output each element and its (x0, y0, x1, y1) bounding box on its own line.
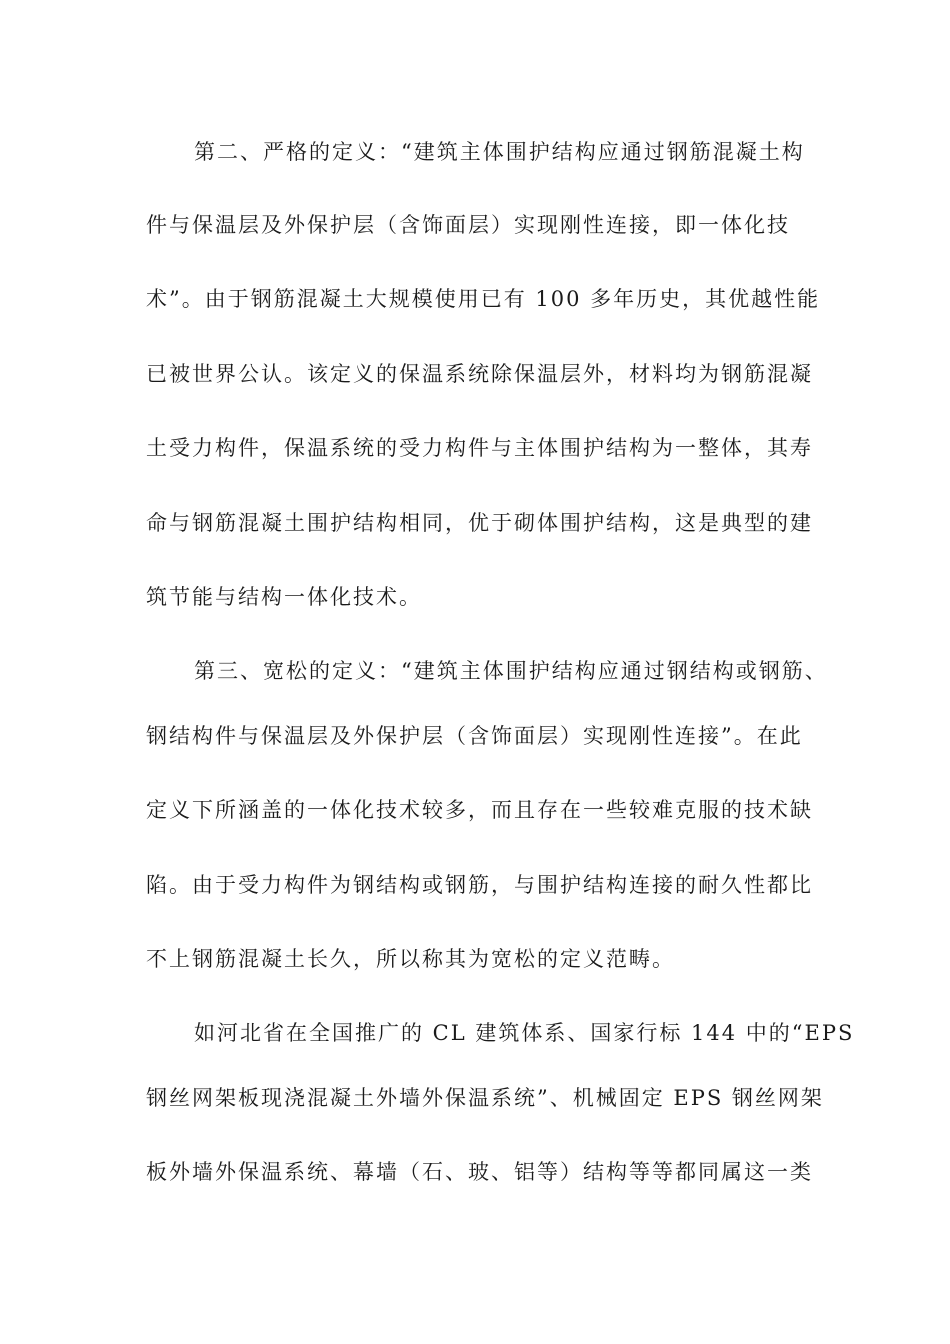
paragraph-line: 如河北省在全国推广的 CL 建筑体系、国家行标 144 中的“EPS (194, 1021, 855, 1045)
paragraph-line: 件与保温层及外保护层（含饰面层）实现刚性连接，即一体化技 (146, 213, 790, 237)
paragraph-line: 板外墙外保温系统、幕墙（石、玻、铝等）结构等等都同属这一类 (146, 1160, 813, 1184)
paragraph-line: 命与钢筋混凝土围护结构相同，优于砌体围护结构，这是典型的建 (146, 511, 813, 535)
paragraph-line: 土受力构件，保温系统的受力构件与主体围护结构为一整体，其寿 (146, 436, 813, 460)
paragraph-line: 已被世界公认。该定义的保温系统除保温层外，材料均为钢筋混凝 (146, 362, 813, 386)
paragraph-line: 钢结构件与保温层及外保护层（含饰面层）实现刚性连接”。在此 (146, 724, 803, 748)
paragraph-line: 第三、宽松的定义：“建筑主体围护结构应通过钢结构或钢筋、 (194, 659, 828, 683)
paragraph-line: 筑节能与结构一体化技术。 (146, 585, 422, 609)
paragraph-line: 术”。由于钢筋混凝土大规模使用已有 100 多年历史，其优越性能 (146, 287, 821, 311)
paragraph-line: 第二、严格的定义：“建筑主体围护结构应通过钢筋混凝土构 (194, 140, 805, 164)
paragraph-line: 钢丝网架板现浇混凝土外墙外保温系统”、机械固定 EPS 钢丝网架 (146, 1086, 824, 1110)
paragraph-line: 陷。由于受力构件为钢结构或钢筋，与围护结构连接的耐久性都比 (146, 873, 813, 897)
paragraph-line: 不上钢筋混凝土长久，所以称其为宽松的定义范畴。 (146, 947, 675, 971)
paragraph-line: 定义下所涵盖的一体化技术较多，而且存在一些较难克服的技术缺 (146, 798, 813, 822)
